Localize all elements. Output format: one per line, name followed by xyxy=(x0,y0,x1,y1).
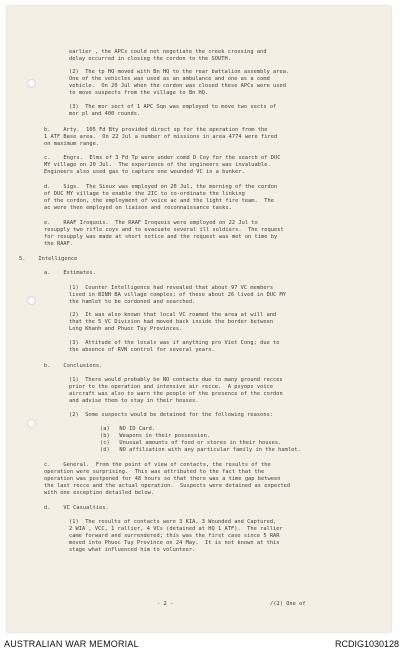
punch-hole xyxy=(27,296,36,305)
text-line: d. VC Casualties. xyxy=(44,505,109,511)
text-line: earlier , the APCs could not negotiate the creek crossing and xyxy=(69,49,267,55)
text-line: and advise them to stay in their houses. xyxy=(69,398,199,404)
text-line: 2 WIA , VCC, 1 rallier, 4 VCs (detained at HQ 1 ATF). The rallier xyxy=(69,526,283,532)
text-line: aircraft was also to warn the people of the presence of the cordon xyxy=(69,391,283,397)
text-line: (2) The tp HQ moved with Bn HQ to the rear battalion assembly area. xyxy=(69,69,290,75)
continuation-marker: /(2) One of xyxy=(270,601,306,607)
text-line: (1) Counter Intelligence had revealed that about 97 VC members xyxy=(69,285,274,291)
text-line: the last recce and the actual operation. Suspects were detained as expected xyxy=(44,483,291,489)
text-line: MY village on 20 Jul. The experience of the engineers was invaluable. xyxy=(44,162,271,168)
text-line: (b) Weapons in their possession. xyxy=(100,433,211,439)
text-line: b. Arty. 105 Fd Bty provided direct sp for the operation from the xyxy=(44,127,268,133)
text-line: vehicle. On 20 Jul when the cordon was closed these APCs were used xyxy=(69,83,287,89)
text-line: for resupply was made at short notice and the request was met on time by xyxy=(44,234,278,240)
text-line: (a) NO ID Card. xyxy=(100,426,156,432)
text-line: Long Khanh and Phuoc Tuy Provinces. xyxy=(69,326,183,332)
text-line: operation were surprising. This was attributed to the fact that the xyxy=(44,469,265,475)
text-line: ac were then employed on liaison and reconnaissance tasks. xyxy=(44,205,232,211)
punch-hole xyxy=(27,419,36,428)
text-line: stage what influenced him to volunteer. xyxy=(69,547,196,553)
text-line: (1) The results of contacts were 3 KIA, 3 Wounded and Captured, xyxy=(69,519,277,525)
text-line: that the 5 VC Division had moved back inside the border between xyxy=(69,319,274,325)
footer-reference: RCDIG1030128 xyxy=(334,639,399,649)
text-line: lived in BINH BA village complex; of these about 26 lived in DUC MY xyxy=(69,292,287,298)
text-line: c. Engrs. Elms of 3 Fd Tp were under comd D Coy for the search of DUC xyxy=(44,155,281,161)
text-line: 1 ATF Base area. On 22 Jul a number of missions in area 4774 were fired xyxy=(44,134,278,140)
archive-footer xyxy=(0,635,405,653)
text-line: on maximum range. xyxy=(44,141,100,147)
text-line: 5. Intelligence xyxy=(19,256,78,262)
document-page xyxy=(7,6,391,632)
text-line: a. Estimates. xyxy=(44,270,96,276)
text-line: (2) It was also known that local VC roamed the area at will and xyxy=(69,312,277,318)
text-line: the absence of RVN control for several years. xyxy=(69,347,215,353)
text-line: b. Conclusions. xyxy=(44,363,103,369)
text-line: mor pl and 400 rounds. xyxy=(69,111,141,117)
text-line: (1) There would probably be NO contacts due to many ground recces xyxy=(69,377,283,383)
text-line: (d) NO affiliation with any particular family in the hamlet. xyxy=(100,447,301,453)
text-line: of DUC MY village to enable the 2IC to co-ordinate the linking xyxy=(44,191,245,197)
text-line: operation was postponed for 48 hours so that there was a time gap between xyxy=(44,476,281,482)
text-line: with one exception detailed below. xyxy=(44,490,155,496)
text-line: the hamlet to be cordoned and searched. xyxy=(69,299,196,305)
text-line: (c) Unusual amounts of food or stores in their houses. xyxy=(100,440,282,446)
text-line: to move suspects from the village to Bn HQ. xyxy=(69,90,209,96)
text-line: (3) Attitude of the locals was if anything pro Viet Cong; due to xyxy=(69,340,280,346)
text-line: prior to the operation and intensive air recce. A psyops voice xyxy=(69,384,274,390)
text-line: of the cordon, the employment of voice ac and the light fire team. The xyxy=(44,198,274,204)
text-line: (2) Some suspects would be detained for the following reasons: xyxy=(69,412,274,418)
footer-source: AUSTRALIAN WAR MEMORIAL xyxy=(4,639,139,649)
text-line: came forward and surrendered; this was the first case since 5 RAR xyxy=(69,533,280,539)
text-line: d. Sigs. The Sioux was employed on 20 Jul, the morning of the cordon xyxy=(44,184,278,190)
page-number: - 2 - xyxy=(157,601,174,607)
text-line: Engineers also used gas to capture one wounded VC in a bunker. xyxy=(44,169,245,175)
text-line: resupply two rifle coys and to evacuate several ill soldiers. The request xyxy=(44,227,284,233)
text-line: e. RAAF Iroquois. The RAAF Iroquois were employed on 22 Jul to xyxy=(44,220,258,226)
text-line: c. General. From the point of view of contacts, the results of the xyxy=(44,462,271,468)
text-line: (3) The mor sect of 1 APC Sqn was employed to move two sects of xyxy=(69,104,277,110)
text-line: delay occurred in closing the cordon to the SOUTH. xyxy=(69,56,231,62)
punch-hole xyxy=(27,79,36,88)
text-line: moved into Phuoc Tuy Province on 24 May. It is not known at this xyxy=(69,540,280,546)
text-line: the RAAF. xyxy=(44,241,74,247)
text-line: One of the vehicles was used as an ambulance and one as a comd xyxy=(69,76,270,82)
